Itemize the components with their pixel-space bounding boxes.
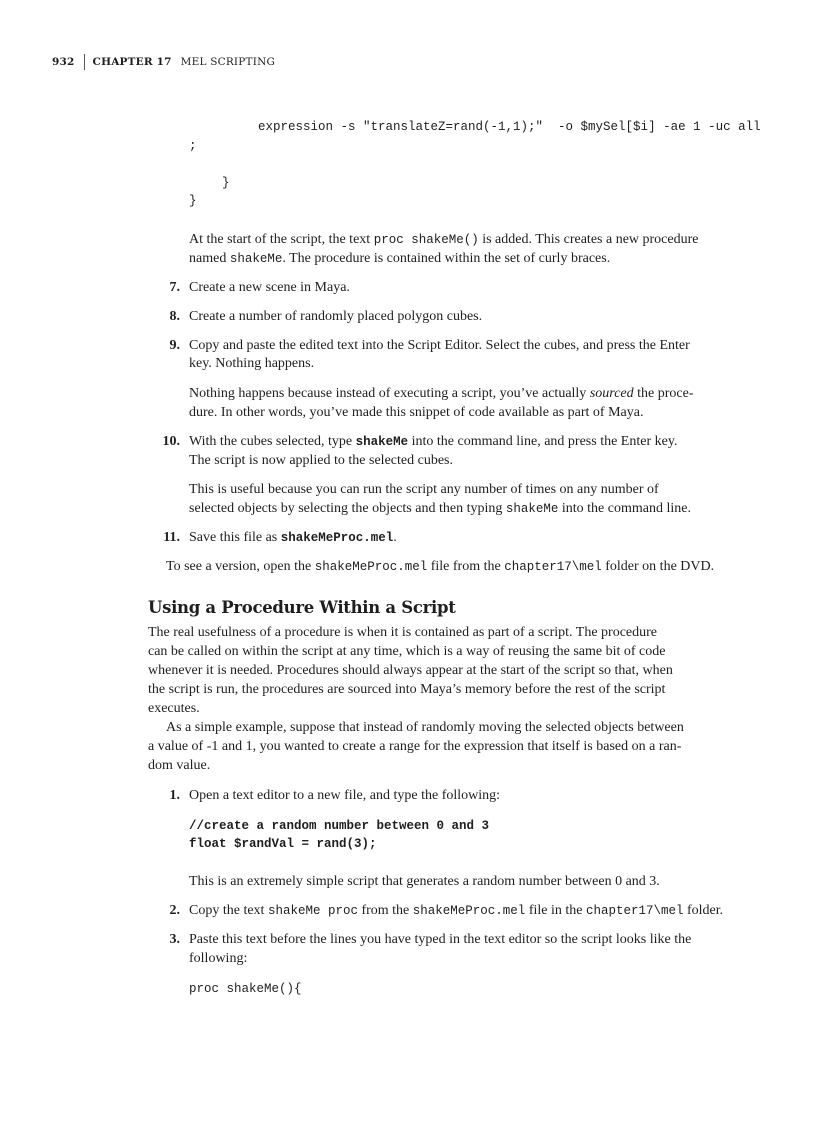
code-line: } [222,176,230,190]
page-number: 932 [52,56,75,68]
step-number: 9. [169,338,180,353]
paragraph-line: a value of -1 and 1, you wanted to create a range for the expression that itself is based on a ran- [148,739,682,754]
chapter-title: MEL SCRIPTING [180,56,276,68]
paragraph-line: selected objects by selecting the objects and then typing shakeMe into the command line. [189,501,691,516]
code-line: //create a random number between 0 and 3 [189,819,490,833]
step-number: 7. [169,280,180,295]
step-text: Open a text editor to a new file, and type the following: [189,788,501,803]
section-heading: Using a Procedure Within a Script [148,598,456,617]
chapter-label: CHAPTER 17 [92,56,172,68]
paragraph-line: can be called on within the script at any time, which is a way of reusing the same bit of code [148,644,666,659]
paragraph-line: This is an extremely simple script that generates a random number between 0 and 3. [189,874,660,889]
step-text: With the cubes selected, type shakeMe into the command line, and press the Enter key. [189,434,678,449]
step-text: Paste this text before the lines you have typed in the text editor so the script looks like the [189,932,692,947]
step-text: The script is now applied to the selected cubes. [189,453,453,468]
inline-code: chapter17\mel [504,560,602,574]
paragraph-line: named shakeMe. The procedure is contained within the set of curly braces. [189,251,611,266]
step-number: 1. [169,788,180,803]
inline-code: shakeMe proc [267,904,358,918]
inline-code: proc shakeMe() [373,233,479,247]
code-line: float $randVal = rand(3); [189,837,377,851]
inline-code: shakeMe [505,502,559,516]
header-divider [84,54,85,70]
step-text: key. Nothing happens. [189,356,315,371]
step-number: 11. [163,530,180,545]
step-text: Save this file as shakeMeProc.mel. [189,530,397,545]
step-number: 2. [169,903,180,918]
paragraph-line: The real usefulness of a procedure is when it is contained as part of a script. The procedure [148,625,657,640]
code-line: } [189,194,197,208]
step-text: Copy and paste the edited text into the Script Editor. Select the cubes, and press the Enter [189,338,690,353]
paragraph-line: dom value. [148,758,211,773]
inline-code: shakeMeProc.mel [412,904,526,918]
step-text: Copy the text shakeMe proc from the shakeMeProc.mel file in the chapter17\mel folder. [189,903,724,918]
paragraph-line: Nothing happens because instead of executing a script, you’ve actually sourced the proce- [189,386,694,401]
step-number: 10. [162,434,180,449]
code-line: proc shakeMe(){ [189,982,302,996]
paragraph-line: At the start of the script, the text proc shakeMe() is added. This creates a new procedure [189,232,699,247]
running-header [52,54,275,70]
code-line: ; [189,139,197,153]
step-text: Create a number of randomly placed polygon cubes. [189,309,483,324]
paragraph-line: As a simple example, suppose that instead of randomly moving the selected objects between [166,720,684,735]
paragraph-line: dure. In other words, you’ve made this snippet of code available as part of Maya. [189,405,644,420]
paragraph-line: whenever it is needed. Procedures should always appear at the start of the script so that, when [148,663,673,678]
paragraph-line: This is useful because you can run the script any number of times on any number of [189,482,659,497]
paragraph-line: the script is run, the procedures are sourced into Maya’s memory before the rest of the script [148,682,666,697]
step-number: 3. [169,932,180,947]
paragraph-line: executes. [148,701,200,716]
inline-code: shakeMe [229,252,283,266]
step-text: following: [189,951,248,966]
inline-code: shakeMeProc.mel [314,560,428,574]
emphasis: sourced [589,386,634,401]
step-text: Create a new scene in Maya. [189,280,350,295]
inline-code: shakeMeProc.mel [280,531,394,545]
inline-code: chapter17\mel [585,904,684,918]
step-number: 8. [169,309,180,324]
paragraph-line: To see a version, open the shakeMeProc.mel file from the chapter17\mel folder on the DVD. [166,559,715,574]
inline-code: shakeMe [355,435,409,449]
code-line: expression -s "translateZ=rand(-1,1);" -o $mySel[$i] -ae 1 -uc all [258,120,761,134]
